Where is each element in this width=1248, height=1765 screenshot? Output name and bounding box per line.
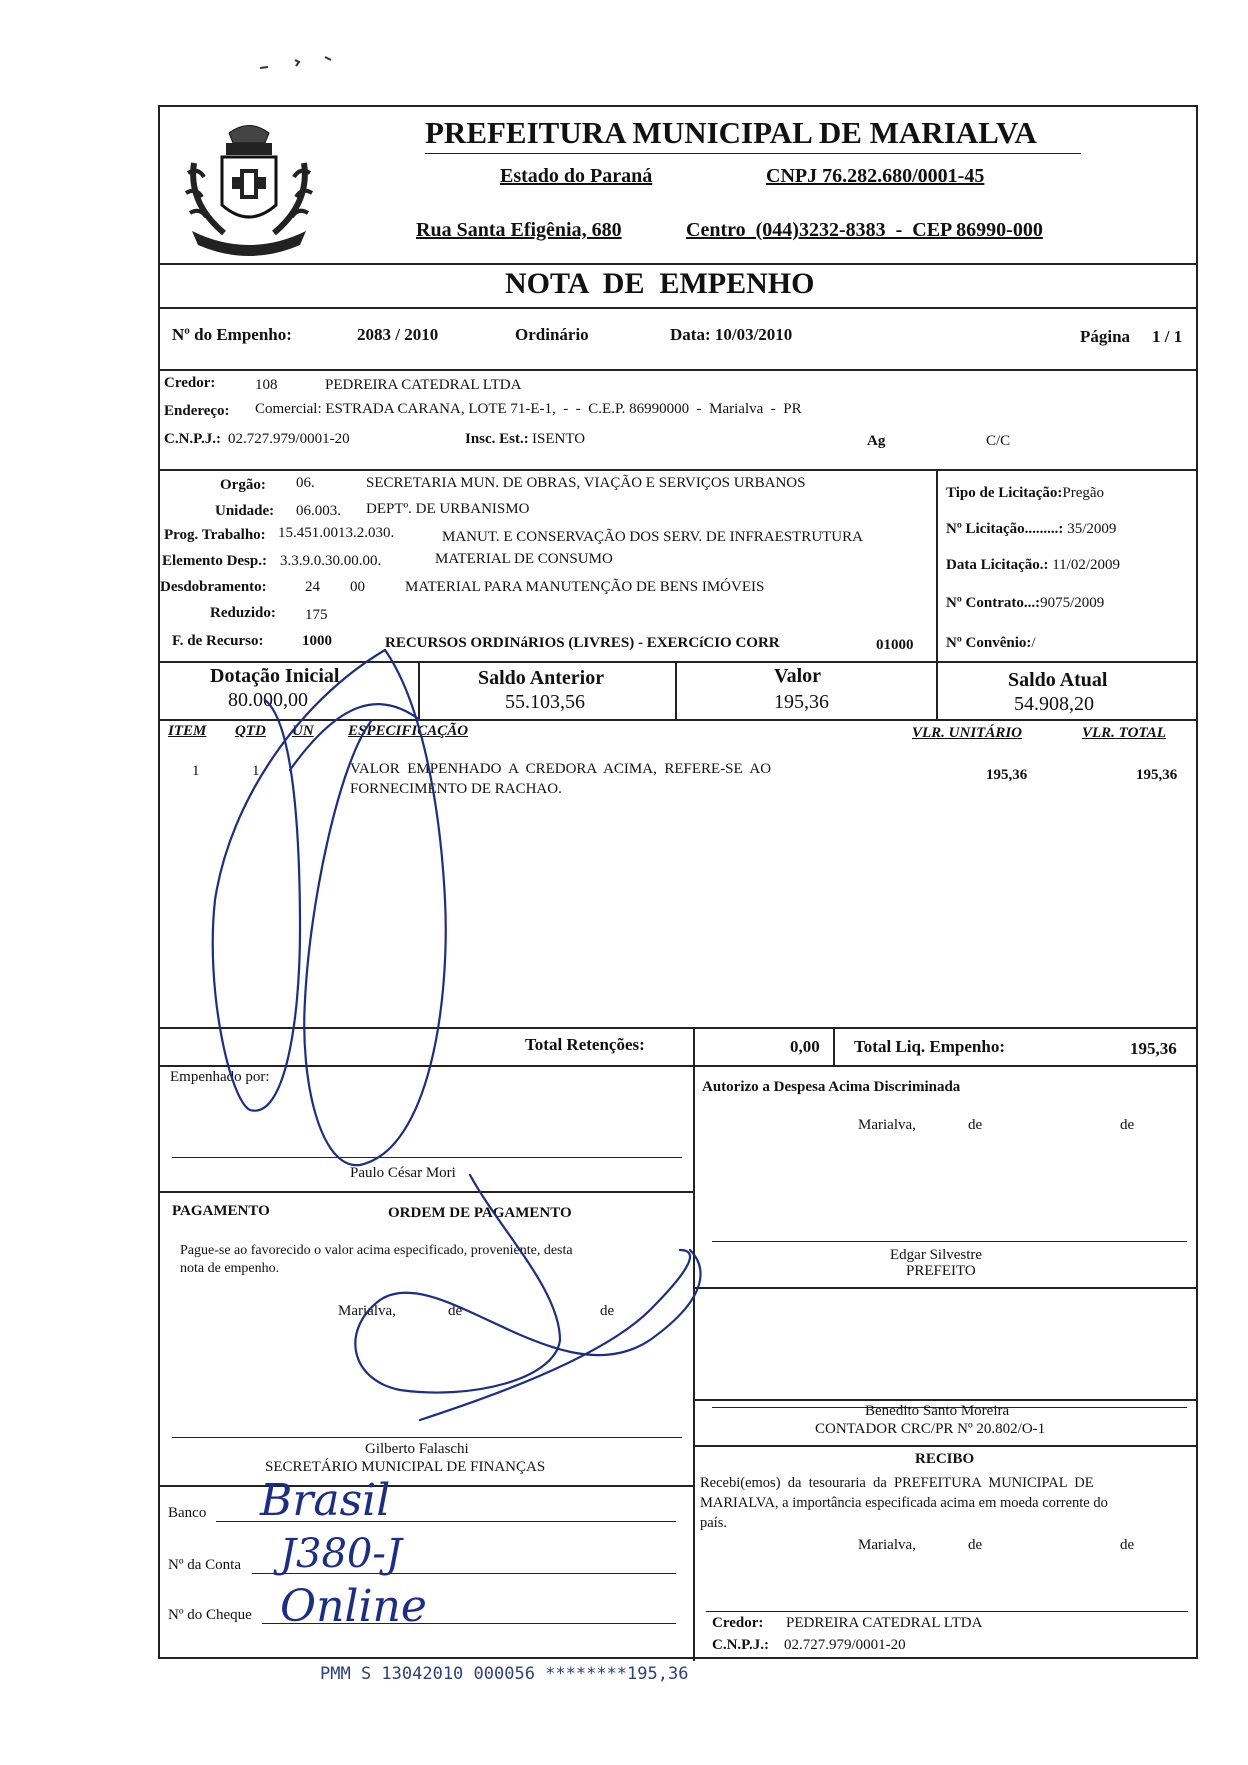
cnpj-header: CNPJ 76.282.680/0001-45 bbox=[766, 165, 985, 187]
page-value: 1 / 1 bbox=[1152, 327, 1183, 346]
orgao-code: 06. bbox=[296, 475, 315, 491]
reduzido-label: Reduzido: bbox=[210, 605, 276, 621]
credor-name: PEDREIRA CATEDRAL LTDA bbox=[325, 377, 522, 393]
valor-label: Valor bbox=[774, 665, 822, 687]
municipality-title: PREFEITURA MUNICIPAL DE MARIALVA bbox=[425, 115, 1037, 150]
recibo-de2: de bbox=[1120, 1537, 1135, 1553]
pagamento-text-line2: nota de empenho. bbox=[180, 1261, 280, 1276]
saldo-atual-value: 54.908,20 bbox=[1014, 693, 1094, 715]
dotacao-label: Dotação Inicial bbox=[210, 665, 340, 687]
liq-label: Total Liq. Empenho: bbox=[854, 1037, 1005, 1056]
col-vlr-unit-header: VLR. UNITÁRIO bbox=[912, 725, 1023, 741]
pagamento-label: PAGAMENTO bbox=[172, 1203, 270, 1219]
cheque-handwritten: Online bbox=[280, 1581, 427, 1632]
num-licitacao-label: Nº Licitação.........: 35/2009 bbox=[946, 521, 1117, 537]
recibo-line1: Recebi(emos) da tesouraria da PREFEITURA MUNICIPAL DE bbox=[700, 1475, 1094, 1491]
recurso-desc: RECURSOS ORDINáRIOS (LIVRES) - EXERCíCIO CORR bbox=[385, 635, 780, 651]
col-espec-header: ESPECIFICAÇÃO bbox=[348, 723, 469, 739]
pagamento-de2: de bbox=[600, 1303, 615, 1319]
secretario-name: Gilberto Falaschi bbox=[365, 1441, 469, 1457]
recibo-cnpj-label: C.N.P.J.: bbox=[712, 1637, 769, 1653]
item-qtd: 1 bbox=[252, 763, 260, 779]
autorizo-de2: de bbox=[1120, 1117, 1135, 1133]
desd-desc: MATERIAL PARA MANUTENÇÃO DE BENS IMÓVEIS bbox=[405, 579, 765, 595]
cnpj-value: 02.727.979/0001-20 bbox=[228, 431, 350, 447]
cnpj-label: C.N.P.J.: bbox=[164, 431, 221, 447]
recibo-line3: país. bbox=[700, 1515, 727, 1531]
street-address: Rua Santa Efigênia, 680 bbox=[416, 219, 622, 241]
elem-label: Elemento Desp.: bbox=[162, 553, 267, 569]
secretario-signature-line bbox=[172, 1437, 682, 1438]
contrato-value: 9075/2009 bbox=[1040, 595, 1105, 611]
recurso-code: 1000 bbox=[302, 633, 332, 649]
banco-handwritten: Brasil bbox=[260, 1475, 391, 1526]
contador-name: Benedito Santo Moreira bbox=[865, 1403, 1010, 1419]
pagamento-city: Marialva, bbox=[338, 1303, 396, 1319]
cheque-label: Nº do Cheque bbox=[168, 1607, 252, 1623]
doc-title: NOTA DE EMPENHO bbox=[505, 267, 815, 300]
empenhado-signer: Paulo César Mori bbox=[350, 1165, 456, 1181]
convenio-label: Nº Convênio:/ bbox=[946, 635, 1036, 651]
prog-label: Prog. Trabalho: bbox=[164, 527, 266, 543]
prog-code: 15.451.0013.2.030. bbox=[278, 525, 395, 541]
banco-label: Banco bbox=[168, 1505, 207, 1521]
recibo-signature-line bbox=[706, 1611, 1188, 1612]
empenhado-signature-line bbox=[172, 1157, 682, 1158]
orgao-desc: SECRETARIA MUN. DE OBRAS, VIAÇÃO E SERVIÇOS URBANOS bbox=[366, 475, 806, 491]
autorizo-signature-line bbox=[712, 1241, 1187, 1242]
empenhado-label: Empenhado por: bbox=[170, 1069, 270, 1085]
recibo-line2: MARIALVA, a importância especificada acima em moeda corrente do bbox=[700, 1495, 1108, 1511]
recibo-credor-value: PEDREIRA CATEDRAL LTDA bbox=[786, 1615, 983, 1631]
elem-desc: MATERIAL DE CONSUMO bbox=[435, 551, 613, 567]
endereco-label: Endereço: bbox=[164, 403, 230, 419]
recibo-de1: de bbox=[968, 1537, 983, 1553]
tipo-licitacao-value: Pregão bbox=[1062, 485, 1105, 501]
credor-label: Credor: bbox=[164, 375, 216, 391]
unidade-code: 06.003. bbox=[296, 503, 341, 519]
conta-handwritten: J380-J bbox=[280, 1531, 402, 1577]
empenho-type: Ordinário bbox=[515, 325, 589, 344]
elem-code: 3.3.9.0.30.00.00. bbox=[280, 553, 382, 569]
item-desc-line1: VALOR EMPENHADO A CREDORA ACIMA, REFERE-SE AO bbox=[350, 761, 772, 777]
credor-code: 108 bbox=[255, 377, 278, 393]
address-contact: Centro (044)3232-8383 - CEP 86990-000 bbox=[686, 219, 1043, 241]
recibo-cnpj-value: 02.727.979/0001-20 bbox=[784, 1637, 906, 1653]
desd-code2: 00 bbox=[350, 579, 365, 595]
reduzido-value: 175 bbox=[305, 607, 328, 623]
empenho-date: Data: 10/03/2010 bbox=[670, 325, 793, 344]
convenio-value: / bbox=[1031, 635, 1036, 651]
desd-code1: 24 bbox=[305, 579, 320, 595]
item-vlr-total: 195,36 bbox=[1136, 767, 1178, 783]
pagamento-text-line1: Pague-se ao favorecido o valor acima especificado, proveniente, desta bbox=[180, 1243, 573, 1258]
valor-value: 195,36 bbox=[774, 691, 829, 713]
ag-label: Ag bbox=[867, 433, 886, 449]
empenho-number-label: Nº do Empenho: bbox=[172, 325, 292, 344]
retencoes-value: 0,00 bbox=[790, 1037, 820, 1056]
secretario-role: SECRETÁRIO MUNICIPAL DE FINANÇAS bbox=[265, 1459, 546, 1475]
autorizo-city: Marialva, bbox=[858, 1117, 916, 1133]
municipal-crest-icon bbox=[174, 113, 324, 263]
col-item-header: ITEM bbox=[168, 723, 207, 739]
data-licitacao-value: 11/02/2009 bbox=[1052, 557, 1121, 573]
contador-role: CONTADOR CRC/PR Nº 20.802/O-1 bbox=[815, 1421, 1046, 1437]
recibo-label: RECIBO bbox=[915, 1451, 975, 1467]
recibo-city: Marialva, bbox=[858, 1537, 916, 1553]
ordem-pagamento-label: ORDEM DE PAGAMENTO bbox=[388, 1205, 572, 1221]
validation-stamp: PMM S 13042010 000056 ********195,36 bbox=[320, 1664, 689, 1684]
cc-label: C/C bbox=[986, 433, 1011, 449]
dotacao-value: 80.000,00 bbox=[228, 689, 308, 711]
saldo-anterior-value: 55.103,56 bbox=[505, 691, 585, 713]
prefeito-name: Edgar Silvestre bbox=[890, 1247, 983, 1263]
tipo-licitacao-label: Tipo de Licitação:Pregão bbox=[946, 485, 1105, 501]
unidade-desc: DEPTº. DE URBANISMO bbox=[366, 501, 530, 517]
prog-desc: MANUT. E CONSERVAÇÃO DOS SERV. DE INFRAESTRUTURA bbox=[442, 529, 863, 545]
recurso-label: F. de Recurso: bbox=[172, 633, 264, 649]
recibo-credor-label: Credor: bbox=[712, 1615, 764, 1631]
retencoes-label: Total Retenções: bbox=[525, 1035, 645, 1054]
empenho-number: 2083 / 2010 bbox=[357, 325, 439, 344]
desd-label: Desdobramento: bbox=[160, 579, 267, 595]
data-licitacao-label: Data Licitação.: 11/02/2009 bbox=[946, 557, 1121, 573]
saldo-atual-label: Saldo Atual bbox=[1008, 669, 1108, 691]
col-qtd-header: QTD bbox=[235, 723, 266, 739]
scan-marks bbox=[255, 52, 375, 77]
unidade-label: Unidade: bbox=[215, 503, 275, 519]
insc-value: ISENTO bbox=[532, 431, 586, 447]
item-number: 1 bbox=[192, 763, 200, 779]
nota-de-empenho-form bbox=[158, 105, 1198, 1659]
col-vlr-total-header: VLR. TOTAL bbox=[1082, 725, 1166, 741]
num-licitacao-value: 35/2009 bbox=[1067, 521, 1117, 537]
conta-label: Nº da Conta bbox=[168, 1557, 241, 1573]
prefeito-role: PREFEITO bbox=[906, 1263, 976, 1279]
col-un-header: UN bbox=[292, 723, 314, 739]
state-name: Estado do Paraná bbox=[500, 165, 653, 187]
autorizo-label: Autorizo a Despesa Acima Discriminada bbox=[702, 1079, 961, 1095]
page-label: Página bbox=[1080, 327, 1131, 346]
orgao-label: Orgão: bbox=[220, 477, 266, 493]
saldo-anterior-label: Saldo Anterior bbox=[478, 667, 605, 689]
item-vlr-unit: 195,36 bbox=[986, 767, 1028, 783]
contrato-label: Nº Contrato...:9075/2009 bbox=[946, 595, 1105, 611]
liq-value: 195,36 bbox=[1130, 1039, 1177, 1058]
insc-label: Insc. Est.: bbox=[465, 431, 529, 447]
item-desc-line2: FORNECIMENTO DE RACHAO. bbox=[350, 781, 562, 797]
recurso-code2: 01000 bbox=[876, 637, 914, 653]
autorizo-de1: de bbox=[968, 1117, 983, 1133]
endereco-value: Comercial: ESTRADA CARANA, LOTE 71-E-1, - - C.E.P. 86990000 - Marialva - PR bbox=[255, 401, 802, 417]
pagamento-de1: de bbox=[448, 1303, 463, 1319]
